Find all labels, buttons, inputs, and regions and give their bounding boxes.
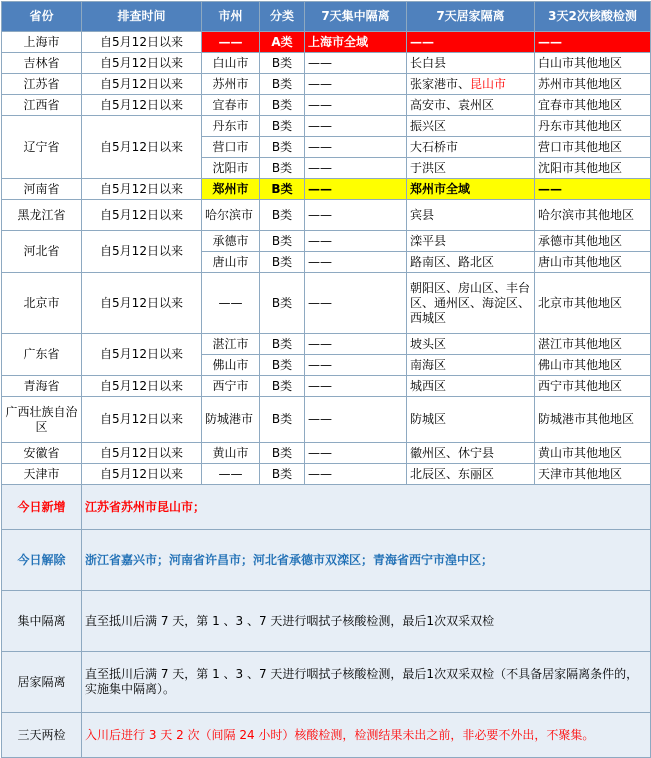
test-cell: 天津市其他地区 — [535, 464, 651, 485]
home-cell: 大石桥市 — [407, 137, 535, 158]
city-cell: —— — [202, 273, 260, 334]
home-cell: 路南区、路北区 — [407, 252, 535, 273]
class-cell: B类 — [260, 74, 305, 95]
new-area-text: 昆山市 — [470, 76, 507, 91]
table-row — [2, 74, 651, 95]
test-cell: 丹东市其他地区 — [535, 116, 651, 137]
home-cell: 北辰区、东丽区 — [407, 464, 535, 485]
central-cell: —— — [305, 231, 407, 252]
home-cell: 宾县 — [407, 200, 535, 231]
summary-row-central — [2, 591, 651, 652]
province-cell: 河南省 — [2, 179, 82, 200]
time-cell: 自5月12日以来 — [82, 116, 202, 179]
city-cell: —— — [202, 32, 260, 53]
central-cell: —— — [305, 397, 407, 443]
home-cell: 高安市、袁州区 — [407, 95, 535, 116]
test-cell: 哈尔滨市其他地区 — [535, 200, 651, 231]
header-time: 排查时间 — [82, 2, 202, 32]
central-cell: —— — [305, 179, 407, 200]
province-cell: 北京市 — [2, 273, 82, 334]
home-cell: 长白县 — [407, 53, 535, 74]
header-province: 省份 — [2, 2, 82, 32]
city-cell: 承德市 — [202, 231, 260, 252]
class-cell: B类 — [260, 464, 305, 485]
central-cell: —— — [305, 200, 407, 231]
table-row — [2, 464, 651, 485]
central-label: 集中隔离 — [2, 591, 82, 652]
class-cell: B类 — [260, 158, 305, 179]
test-cell: 防城港市其他地区 — [535, 397, 651, 443]
table-row — [2, 231, 651, 252]
table-row — [2, 53, 651, 74]
test-cell: 营口市其他地区 — [535, 137, 651, 158]
city-cell: 西宁市 — [202, 376, 260, 397]
home-cell — [407, 74, 535, 95]
time-cell: 自5月12日以来 — [82, 397, 202, 443]
time-cell: 自5月12日以来 — [82, 231, 202, 273]
header-row — [2, 2, 651, 32]
time-cell: 自5月12日以来 — [82, 32, 202, 53]
home-cell: —— — [407, 32, 535, 53]
table-row — [2, 200, 651, 231]
home-text: 张家港市、 — [410, 76, 471, 91]
central-cell: —— — [305, 95, 407, 116]
central-cell: —— — [305, 273, 407, 334]
risk-area-table — [1, 1, 651, 758]
table-row — [2, 443, 651, 464]
summary-row-home — [2, 652, 651, 713]
test-cell: 北京市其他地区 — [535, 273, 651, 334]
city-cell: 沈阳市 — [202, 158, 260, 179]
lift-text: 浙江省嘉兴市；河南省许昌市；河北省承德市双滦区；青海省西宁市湟中区； — [82, 530, 651, 591]
test-cell: 苏州市其他地区 — [535, 74, 651, 95]
central-cell: —— — [305, 53, 407, 74]
province-cell: 辽宁省 — [2, 116, 82, 179]
new-text: 江苏省苏州市昆山市； — [82, 485, 651, 530]
class-cell: B类 — [260, 334, 305, 355]
central-cell: —— — [305, 334, 407, 355]
header-test: 3天2次核酸检测 — [535, 2, 651, 32]
province-cell: 广东省 — [2, 334, 82, 376]
class-cell: B类 — [260, 137, 305, 158]
test-cell: 沈阳市其他地区 — [535, 158, 651, 179]
summary-row-lift — [2, 530, 651, 591]
table-row — [2, 273, 651, 334]
city-cell: 佛山市 — [202, 355, 260, 376]
home-cell: 南海区 — [407, 355, 535, 376]
summary-row-new — [2, 485, 651, 530]
time-cell: 自5月12日以来 — [82, 443, 202, 464]
city-cell: 白山市 — [202, 53, 260, 74]
test-cell: —— — [535, 32, 651, 53]
province-cell: 江苏省 — [2, 74, 82, 95]
central-cell: —— — [305, 74, 407, 95]
city-cell: —— — [202, 464, 260, 485]
time-cell: 自5月12日以来 — [82, 376, 202, 397]
city-cell: 苏州市 — [202, 74, 260, 95]
test-cell: —— — [535, 179, 651, 200]
home-cell: 振兴区 — [407, 116, 535, 137]
province-cell: 上海市 — [2, 32, 82, 53]
time-cell: 自5月12日以来 — [82, 273, 202, 334]
table-row — [2, 179, 651, 200]
summary-row-test — [2, 713, 651, 758]
home-text: 直至抵川后满 7 天，第 1 、3 、7 天进行咽拭子核酸检测，最后1次双采双检（不具备居家隔离条件的，实施集中隔离）。 — [82, 652, 651, 713]
central-cell: —— — [305, 464, 407, 485]
province-cell: 广西壮族自治区 — [2, 397, 82, 443]
central-text: 直至抵川后满 7 天，第 1 、3 、7 天进行咽拭子核酸检测，最后1次双采双检 — [82, 591, 651, 652]
class-cell: B类 — [260, 116, 305, 137]
province-cell: 安徽省 — [2, 443, 82, 464]
central-cell: 上海市全域 — [305, 32, 407, 53]
class-cell: B类 — [260, 231, 305, 252]
central-cell: —— — [305, 376, 407, 397]
class-cell: B类 — [260, 376, 305, 397]
province-cell: 河北省 — [2, 231, 82, 273]
header-home: 7天居家隔离 — [407, 2, 535, 32]
home-label: 居家隔离 — [2, 652, 82, 713]
central-cell: —— — [305, 158, 407, 179]
province-cell: 江西省 — [2, 95, 82, 116]
city-cell: 营口市 — [202, 137, 260, 158]
city-cell: 黄山市 — [202, 443, 260, 464]
new-label: 今日新增 — [2, 485, 82, 530]
central-cell: —— — [305, 116, 407, 137]
home-cell: 于洪区 — [407, 158, 535, 179]
class-cell: B类 — [260, 355, 305, 376]
class-cell: B类 — [260, 179, 305, 200]
class-cell: B类 — [260, 53, 305, 74]
header-city: 市州 — [202, 2, 260, 32]
home-cell: 城西区 — [407, 376, 535, 397]
city-cell: 唐山市 — [202, 252, 260, 273]
class-cell: B类 — [260, 273, 305, 334]
central-cell: —— — [305, 443, 407, 464]
province-cell: 黑龙江省 — [2, 200, 82, 231]
header-class: 分类 — [260, 2, 305, 32]
class-cell: B类 — [260, 443, 305, 464]
test-cell: 唐山市其他地区 — [535, 252, 651, 273]
central-cell: —— — [305, 252, 407, 273]
header-central: 7天集中隔离 — [305, 2, 407, 32]
province-cell: 吉林省 — [2, 53, 82, 74]
city-cell: 丹东市 — [202, 116, 260, 137]
time-cell: 自5月12日以来 — [82, 95, 202, 116]
city-cell: 湛江市 — [202, 334, 260, 355]
test-cell: 承德市其他地区 — [535, 231, 651, 252]
class-cell: A类 — [260, 32, 305, 53]
city-cell: 哈尔滨市 — [202, 200, 260, 231]
central-cell: —— — [305, 355, 407, 376]
city-cell: 防城港市 — [202, 397, 260, 443]
time-cell: 自5月12日以来 — [82, 200, 202, 231]
class-cell: B类 — [260, 397, 305, 443]
table-row — [2, 376, 651, 397]
table-row — [2, 116, 651, 137]
table-row — [2, 95, 651, 116]
home-cell: 防城区 — [407, 397, 535, 443]
table-row — [2, 397, 651, 443]
class-cell: B类 — [260, 95, 305, 116]
home-cell: 滦平县 — [407, 231, 535, 252]
home-cell: 郑州市全域 — [407, 179, 535, 200]
time-cell: 自5月12日以来 — [82, 179, 202, 200]
table-row — [2, 32, 651, 53]
test-cell: 佛山市其他地区 — [535, 355, 651, 376]
table-row — [2, 334, 651, 355]
time-cell: 自5月12日以来 — [82, 334, 202, 376]
time-cell: 自5月12日以来 — [82, 464, 202, 485]
home-cell: 朝阳区、房山区、丰台区、通州区、海淀区、西城区 — [407, 273, 535, 334]
class-cell: B类 — [260, 252, 305, 273]
test-cell: 白山市其他地区 — [535, 53, 651, 74]
class-cell: B类 — [260, 200, 305, 231]
city-cell: 郑州市 — [202, 179, 260, 200]
province-cell: 天津市 — [2, 464, 82, 485]
test-label: 三天两检 — [2, 713, 82, 758]
lift-label: 今日解除 — [2, 530, 82, 591]
time-cell: 自5月12日以来 — [82, 74, 202, 95]
home-cell: 徽州区、休宁县 — [407, 443, 535, 464]
test-cell: 西宁市其他地区 — [535, 376, 651, 397]
test-cell: 宜春市其他地区 — [535, 95, 651, 116]
home-cell: 坡头区 — [407, 334, 535, 355]
test-cell: 黄山市其他地区 — [535, 443, 651, 464]
city-cell: 宜春市 — [202, 95, 260, 116]
test-text: 入川后进行 3 天 2 次（间隔 24 小时）核酸检测，检测结果未出之前，非必要不外出，不聚集。 — [82, 713, 651, 758]
province-cell: 青海省 — [2, 376, 82, 397]
test-cell: 湛江市其他地区 — [535, 334, 651, 355]
time-cell: 自5月12日以来 — [82, 53, 202, 74]
central-cell: —— — [305, 137, 407, 158]
